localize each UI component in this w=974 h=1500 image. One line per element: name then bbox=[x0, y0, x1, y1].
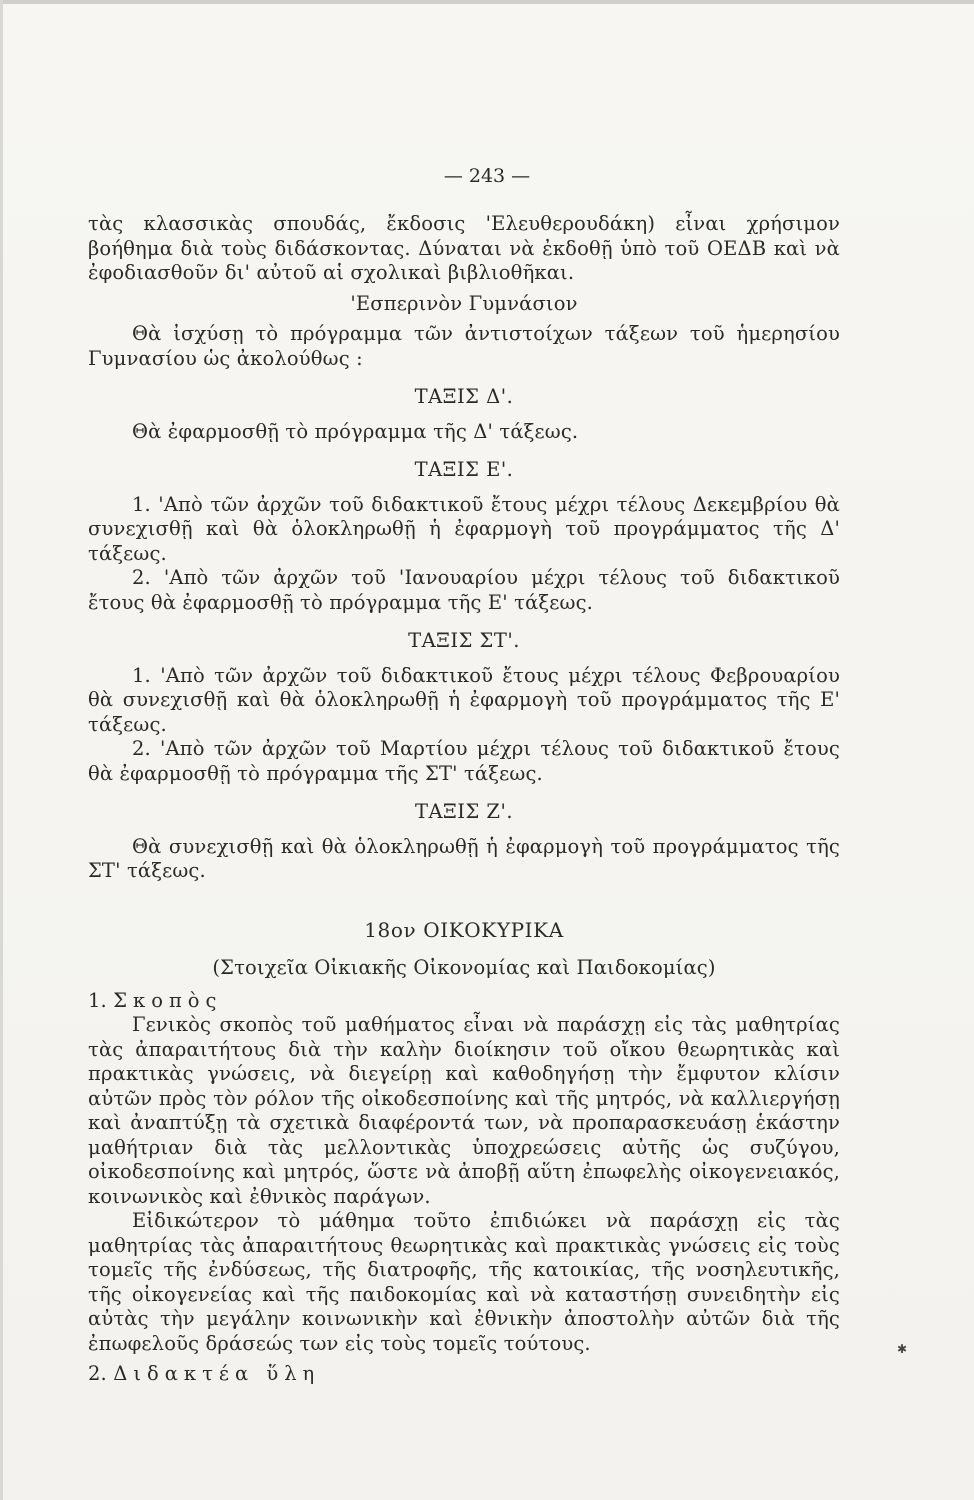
scan-edge-left bbox=[0, 0, 3, 1500]
page-body bbox=[88, 212, 840, 1387]
heading-class-e: ΤΑΞΙΣ Ε'. bbox=[414, 458, 514, 481]
subsection-aim-number: 1. bbox=[88, 988, 107, 1012]
section-title-evening-gymnasium: 'Εσπερινὸν Γυμνάσιον bbox=[350, 291, 578, 315]
paragraph-aim-2: Εἰδικώτερον τὸ μάθημα τοῦτο ἐπιδιώκει νὰ παράσχῃ εἰς τὰς μαθητρίας τὰς ἀπαραιτήτους θεωρητικὰς καὶ πρακτικὰς γνώσεις εἰς τοὺς τομεῖς τῆς ἐνδύσεως, τῆς διατροφῆς, τῆς κατοικίας, τῆς νοσηλευτικῆς, τῆς οἰκογενείας καὶ τῆς παιδοκομίας καὶ νὰ καταστήσῃ συνειδητὴν εἰς αὐτὰς τὴν μεγάλην κοινωνικὴν καὶ ἐθνικὴν ἀποστολὴν αὐτῶν διὰ τῆς ἐπωφελοῦς δράσεώς των εἰς τοὺς τομεῖς τούτους. bbox=[88, 1209, 840, 1355]
heading-class-z: ΤΑΞΙΣ Ζ'. bbox=[414, 800, 514, 823]
paragraph-class-e-1: 1. 'Απὸ τῶν ἀρχῶν τοῦ διδακτικοῦ ἔτους μέχρι τέλους Δεκεμβρίου θὰ συνεχισθῇ καὶ θὰ ὁλοκληρωθῇ ἡ ἐφαρμογὴ τοῦ προγράμματος τῆς Δ' τάξεως. bbox=[88, 492, 840, 565]
chapter-subtitle: (Στοιχεῖα Οἰκιακῆς Οἰκονομίας καὶ Παιδοκομίας) bbox=[212, 956, 716, 979]
paragraph-class-d: Θὰ ἐφαρμοσθῇ τὸ πρόγραμμα τῆς Δ' τάξεως. bbox=[132, 419, 579, 443]
heading-class-st: ΤΑΞΙΣ ΣΤ'. bbox=[408, 629, 520, 652]
paragraph-class-e-2: 2. 'Απὸ τῶν ἀρχῶν τοῦ 'Ιανουαρίου μέχρι τέλους τοῦ διδακτικοῦ ἔτους θὰ ἐφαρμοσθῇ τὸ πρόγραμμα τῆς Ε' τάξεως. bbox=[88, 566, 840, 614]
paragraph-aim-1: Γενικὸς σκοπὸς τοῦ μαθήματος εἶναι νὰ παράσχῃ εἰς τὰς μαθητρίας τὰς ἀπαραιτήτους διὰ τὴν καλὴν διοίκησιν τοῦ οἴκου θεωρητικὰς καὶ πρακτικὰς γνώσεις, νὰ διεγείρῃ καὶ καθοδηγήσῃ τὴν ἔμφυτον κλίσιν αὐτῶν πρὸς τὸν ρόλον τῆς οἰκοδεσποίνης καὶ τῆς μητρός, νὰ καλλιεργήσῃ καὶ ἀναπτύξῃ τὰ σχετικὰ διαφέροντά των, νὰ προπαρασκευάσῃ ἑκάστην μαθήτριαν διὰ τὰς μελλοντικὰς ὑποχρεώσεις αὐτῆς ὡς συζύγου, οἰκοδεσποίνης καὶ μητρός, ὥστε νὰ ἀποβῇ αὕτη ἐπωφελὴς οἰκογενειακός, κοινωνικὸς καὶ ἐθνικὸς παράγων. bbox=[88, 1013, 840, 1208]
subsection-aim-label: Σκοπὸς bbox=[113, 988, 223, 1012]
scan-edge-top bbox=[0, 0, 974, 4]
subsection-material-label: Διδακτέα ὕλη bbox=[113, 1362, 321, 1385]
subsection-material-number: 2. bbox=[88, 1362, 107, 1385]
paragraph-class-z: Θὰ συνεχισθῇ καὶ θὰ ὁλοκληρωθῇ ἡ ἐφαρμογὴ τοῦ προγράμματος τῆς ΣΤ' τάξεως. bbox=[88, 834, 840, 882]
subsection-material-heading bbox=[88, 1362, 840, 1387]
paragraph-evening-gymnasium: Θὰ ἰσχύσῃ τὸ πρόγραμμα τῶν ἀντιστοίχων τάξεων τοῦ ἡμερησίου Γυμνασίου ὡς ἀκολούθως : bbox=[88, 322, 840, 370]
paragraph-continuation: τὰς κλασσικὰς σπουδάς, ἔκδοσις 'Ελευθερουδάκη) εἶναι χρήσιμον βοήθημα διὰ τοὺς διδάσκοντας. Δύναται νὰ ἐκδοθῇ ὑπὸ τοῦ ΟΕΔΒ καὶ νὰ ἐφοδιασθοῦν δι' αὐτοῦ αἱ σχολικαὶ βιβλιοθῆκαι. bbox=[88, 212, 840, 284]
paragraph-class-st-1: 1. 'Απὸ τῶν ἀρχῶν τοῦ διδακτικοῦ ἔτους μέχρι τέλους Φεβρουαρίου θὰ συνεχισθῇ καὶ θὰ ὁλοκληρωθῇ ἡ ἐφαρμογὴ τοῦ προγράμματος τῆς Ε' τάξεως. bbox=[88, 663, 840, 736]
subsection-aim-heading bbox=[88, 989, 840, 1014]
chapter-title: 18ον ΟΙΚΟΚΥΡΙΚΑ bbox=[364, 917, 564, 942]
heading-class-d: ΤΑΞΙΣ Δ'. bbox=[414, 385, 514, 408]
ink-speck: ✱ bbox=[897, 1342, 908, 1356]
paragraph-class-st-2: 2. 'Απὸ τῶν ἀρχῶν τοῦ Μαρτίου μέχρι τέλους τοῦ διδακτικοῦ ἔτους θὰ ἐφαρμοσθῇ τὸ πρόγραμμα τῆς ΣΤ' τάξεως. bbox=[88, 737, 840, 785]
page-number: — 243 — bbox=[443, 165, 531, 187]
